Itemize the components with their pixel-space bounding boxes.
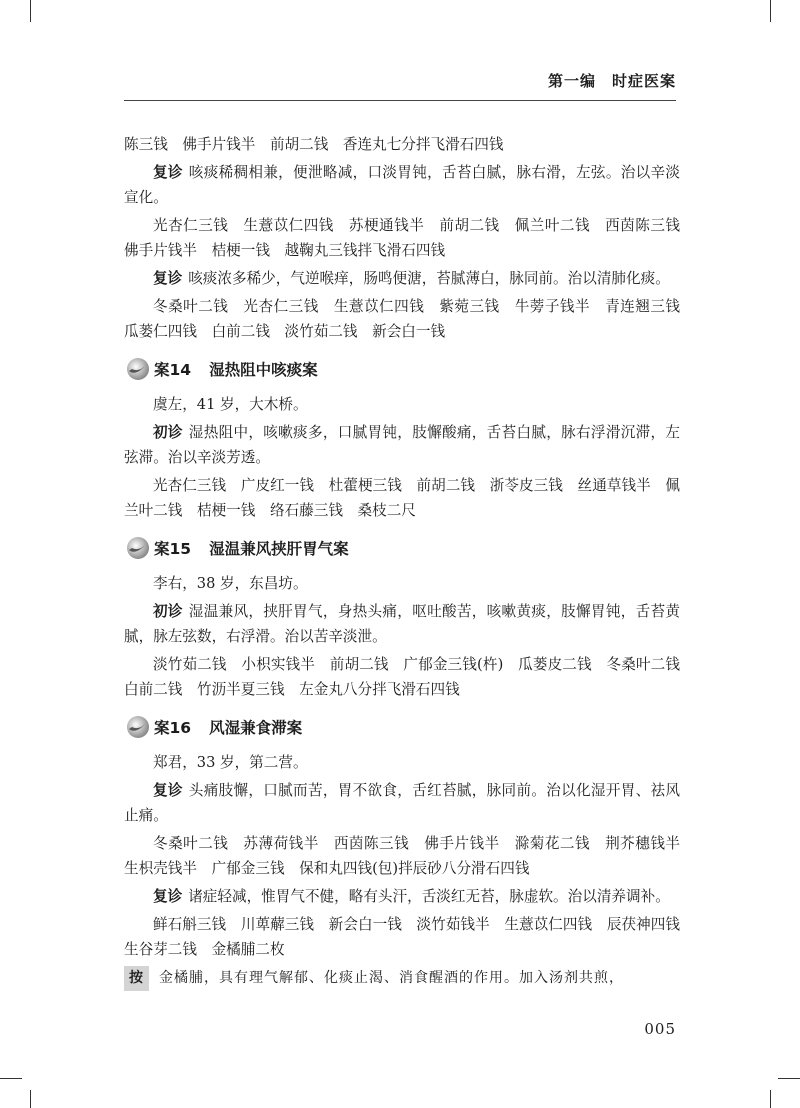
case-heading (124, 712, 680, 742)
visit-record (124, 420, 680, 470)
visit-tag: 初诊 (153, 603, 183, 620)
case-number: 案16 (154, 719, 192, 737)
paragraph-text: 郑君，33 岁，第二营。 (153, 754, 308, 771)
paragraph-text: 淡竹茹二钱 小枳实钱半 前胡二钱 广郁金三钱(杵) 瓜蒌皮二钱 冬桑叶二钱 白前二钱 竹沥半夏三钱 左金丸八分拌飞滑石四钱 (124, 656, 695, 698)
paragraph-text: 咳痰稀稠相兼，便泄略减，口淡胃钝，舌苔白腻，脉右滑，左弦。治以辛淡宣化。 (124, 164, 680, 206)
case-bullet-icon (124, 355, 152, 383)
page-number: 005 (644, 1020, 676, 1038)
editor-note (124, 966, 680, 991)
paragraph (124, 392, 680, 417)
paragraph (124, 652, 695, 702)
case-number: 案15 (154, 540, 192, 558)
paragraph (124, 132, 680, 157)
crop-mark-bottom-right-v (770, 1090, 771, 1108)
paragraph (124, 213, 695, 263)
paragraph (124, 473, 680, 523)
case-title: 湿热阻中咳痰案 (209, 361, 318, 379)
paragraph-text: 头痛肢懈，口腻而苦，胃不欲食，舌红苔腻，脉同前。治以化湿开胃、祛风止痛。 (124, 782, 680, 824)
visit-tag: 复诊 (153, 164, 183, 181)
crop-mark-top-right (770, 0, 771, 22)
note-tag: 按 (124, 966, 149, 991)
paragraph-text: 咳痰浓多稀少，气逆喉痒，肠鸣便溏，苔腻薄白，脉同前。治以清肺化痰。 (188, 270, 670, 287)
paragraph-text: 李右，38 岁，东昌坊。 (153, 575, 308, 592)
case-number: 案14 (154, 361, 192, 379)
paragraph (124, 831, 695, 881)
paragraph-text: 冬桑叶二钱 光杏仁三钱 生薏苡仁四钱 紫菀三钱 牛蒡子钱半 青连翘三钱 瓜蒌仁四钱 白前二钱 淡竹茹二钱 新会白一钱 (124, 298, 695, 340)
visit-tag: 复诊 (153, 888, 183, 905)
crop-mark-bottom-left-h (0, 1078, 22, 1079)
visit-record (124, 884, 680, 909)
paragraph-text: 虞左，41 岁，大木桥。 (153, 396, 308, 413)
visit-record (124, 599, 680, 649)
paragraph (124, 294, 695, 344)
visit-record (124, 266, 680, 291)
paragraph-text: 陈三钱 佛手片钱半 前胡二钱 香连丸七分拌飞滑石四钱 (124, 136, 504, 153)
visit-record (124, 778, 680, 828)
crop-mark-bottom-left-v (30, 1090, 31, 1108)
visit-tag: 复诊 (153, 782, 183, 799)
paragraph-text: 光杏仁三钱 生薏苡仁四钱 苏梗通钱半 前胡二钱 佩兰叶二钱 西茵陈三钱 佛手片钱半 桔梗一钱 越鞠丸三钱拌飞滑石四钱 (124, 217, 695, 259)
paragraph (124, 750, 680, 775)
case-title: 湿温兼风挟肝胃气案 (209, 540, 349, 558)
case-title: 风湿兼食滞案 (209, 719, 303, 737)
visit-tag: 初诊 (153, 424, 183, 441)
case-bullet-icon (124, 534, 152, 562)
case-heading (124, 354, 680, 384)
paragraph (124, 571, 680, 596)
paragraph-text: 湿温兼风，挟肝胃气，身热头痛，呕吐酸苦，咳嗽黄痰，肢懈胃钝，舌苔黄腻，脉左弦数，右浮滑。治以苦辛淡泄。 (124, 603, 680, 645)
paragraph-text: 诸症轻减，惟胃气不健，略有头汗，舌淡红无苔，脉虚软。治以清养调补。 (188, 888, 670, 905)
header-rule (124, 100, 676, 101)
paragraph (124, 912, 695, 962)
visit-record (124, 160, 680, 210)
crop-mark-top-left (30, 0, 31, 22)
paragraph-text: 冬桑叶二钱 苏薄荷钱半 西茵陈三钱 佛手片钱半 滁菊花二钱 荆芥穗钱半 生枳壳钱半 广郁金三钱 保和丸四钱(包)拌辰砂八分滑石四钱 (124, 835, 695, 877)
paragraph-text: 光杏仁三钱 广皮红一钱 杜藿梗三钱 前胡二钱 浙苓皮三钱 丝通草钱半 佩兰叶二钱 桔梗一钱 络石藤三钱 桑枝二尺 (124, 477, 680, 519)
paragraph-text: 鲜石斛三钱 川萆薢三钱 新会白一钱 淡竹茹钱半 生薏苡仁四钱 辰茯神四钱 生谷芽二钱 金橘脯二枚 (124, 916, 695, 958)
running-head: 第一编 时症医案 (547, 72, 676, 90)
crop-mark-bottom-right-h (778, 1078, 800, 1079)
case-bullet-icon (124, 713, 152, 741)
visit-tag: 复诊 (153, 270, 183, 287)
case-heading (124, 533, 680, 563)
paragraph-text: 湿热阻中，咳嗽痰多，口腻胃钝，肢懈酸痛，舌苔白腻，脉右浮滑沉滞，左弦滞。治以辛淡芳透。 (124, 424, 680, 466)
note-text: 金橘脯，具有理气解郁、化痰止渴、消食醒酒的作用。加入汤剂共煎， (159, 970, 624, 986)
page-body (124, 132, 695, 994)
